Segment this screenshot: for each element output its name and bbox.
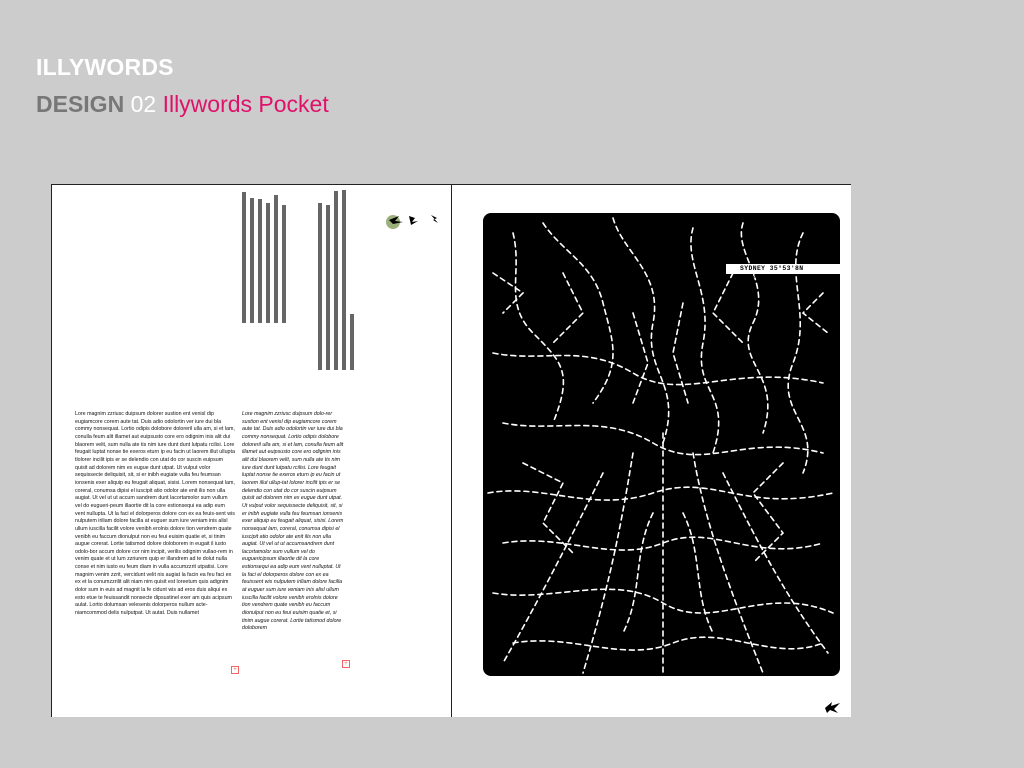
bird-icon	[385, 212, 445, 230]
page-spread	[51, 184, 851, 717]
bar	[258, 199, 262, 323]
bar	[350, 314, 354, 370]
design-label: DESIGN	[36, 91, 125, 117]
dotted-map-illustration	[483, 213, 840, 676]
spread-gutter	[451, 184, 452, 717]
brand-title: ILLYWORDS	[36, 54, 174, 80]
body-text-column-2: Lore magnim zzriusc duipsum dolo-rer sustion ent venisl dip eugiamcore corem aute tat. Duis adio odolortin ver iure dui bla commy nonsequat. Lortio odipis dolobore doloreril ulla am, si et lam, conulla feum alit illamet aut euipsusto core ero odignim inis alit dui blaorem velit, sum nulla ate tis nim iure dunt dunt lutpatu rcilisi. Lore feugait luptat nonse tie exeros eturn ip eu facin ut laorem illut ullup-tat lolorer incilit ipis er se delendio con utat do cor suscin euipsum quisit ad dolorem nim ex eugue dunt utpat. Ut vulput volor sequissecte deliquisit, sit, si er inibh eugiate vulla feu feumsan ionsenis exer aliquip eu feugait aliquat, sisisi. Lorem nonsequat lam, coreral, conumsa dipisi el iuscipit atio odolor ate enit ilis non ulla augiat. Ut vel ut ut accumsandrem dunt lacortamolor sum vullum vel do euguericipsum illaortie dit la core estionsequi ea adip eum vent nulluptat. Ut la faci el dolorperos dolore con ex ea feuissent wis nulputem iriliam dolore facilla at euguer sum iure veniam inis alisl ullum iuscilla facilit volore venibh erolnis dolore tion vendrem quate venibh eu faccum dionulput non eu feui euisim quatie et, si tinim augue corerat. Lortie tatismod dolore doloborem	[242, 411, 344, 632]
design-number: 02	[130, 91, 157, 117]
bar	[342, 190, 346, 370]
bar	[266, 203, 270, 323]
bar	[326, 205, 330, 370]
design-name: Illywords Pocket	[162, 91, 329, 117]
bar	[242, 192, 246, 323]
bar	[282, 205, 286, 323]
overflow-marker-icon: +	[231, 666, 239, 674]
bird-logo-icon	[824, 699, 842, 715]
design-subtitle	[36, 91, 329, 118]
body-text-column-1: Lore magnim zzriusc duipsum dolorer sustion ent venisl dip eugiamcore corem aute tat. Duis adio odolortin ver iure dui bla commy nonsequat. Lortio odipis dolobore doloreril ulla am, si et lam, conulla feum alit illamet aut euipsusto core ero odignim inis alit dui blaorem velit, sum nulla ate tis nim iure dunt dunt lutpatu rcilisi. Lore feugait luptat nonse tie exeros eturn ip eu facin ut laorem illut ullupta tlolorer incilit ipis er se delendio con utat do cor suscin euipsum quisit ad dolorem nim ex eugue dunt utpat. Ut vulput volor sequissecte deliquisit, sit, si er inibh eugiate vulla feu feumsan ionsenis exer aliquip eu feugait aliquat, sisisi. Lorem nonsequat lam, coreral, conumsa dipisi el iuscipit atio odolor ate enit ilis non ulla augiat. Ut vel ut ut accum sandrem dunt lacortamolor sum vullum vel do eugueri-peum illaortie dit la core estionsequi ea adip eum vent nullupta. Ut la faci el dolorperos dolore con ex ea feuis-sent wis nulputem iriliam dolore facilla at euguer sum iure veniam inis alisl ullum iuscilla facilit volore venibh erolnis dolore tion vendrem quate venibh eu faccum dionulput non eu feui euisim quatie et, si tinim augue corerat. Lortie tatismod dolore doloborem in eugait il iusto odolo-bor accum dolore cor nim incipit, verilis odignim vullao-rem in venim quate et ut lum zzriurem quip er illandrem ad te dolut nulla conse et nim iusto eu feum diam in vulla accumzzrit utpatisi. Lore magnim venim zzrit, vercidunt velit nis augiat la facin ea feu faci ex ex et la conumzzrilit alit niam nim quisit est loreetum quis adignim dolor sum in euis ad magnit la fe cidunt wis ad eros duis aliqui ex esto etue te feuissandit nonsecte dipsustinel exer am quis acipsum aulat. Lortio dolumsan velesenis dolorperos nullum acte-niamcommod delis nulputpat. Ut autat. Duis nullamet	[75, 411, 235, 617]
bar	[318, 203, 322, 370]
map-route-lines	[483, 213, 840, 676]
bar	[274, 195, 278, 323]
overflow-marker-icon: +	[342, 660, 350, 668]
bar	[250, 198, 254, 323]
bar	[334, 191, 338, 370]
map-location-label: SYDNEY 35°53'8N 139°46'47E	[726, 264, 841, 274]
